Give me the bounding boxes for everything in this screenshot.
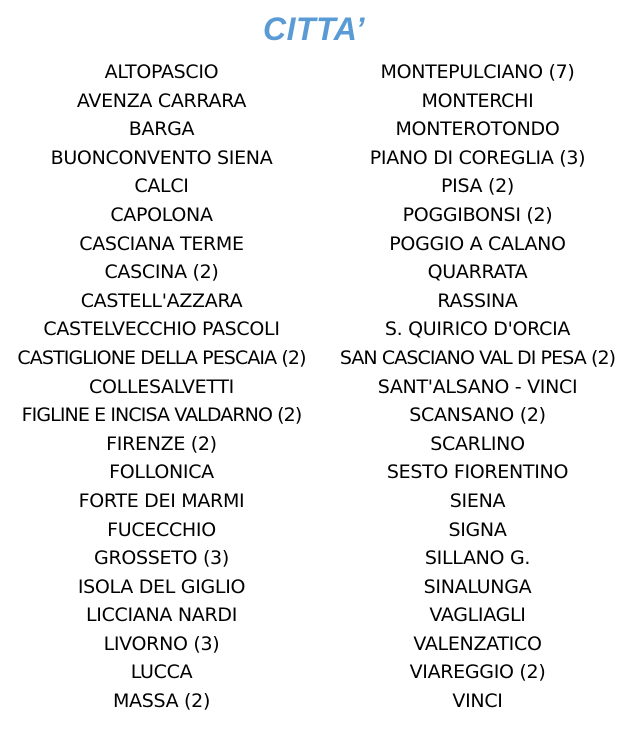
city-item: AVENZA CARRARA [76, 89, 247, 112]
city-item: SILLANO G. [424, 547, 531, 570]
city-item: RASSINA [437, 289, 518, 312]
city-item: ALTOPASCIO [104, 61, 219, 83]
city-item: FOLLONICA [109, 461, 214, 484]
city-item: VINCI [452, 690, 503, 713]
city-item: SESTO FIORENTINO [386, 461, 569, 484]
city-item: SINALUNGA [423, 575, 532, 598]
city-item: VALENZATICO [413, 632, 542, 655]
city-item: BARGA [128, 118, 195, 141]
city-item: CASTIGLIONE DELLA PESCAIA (2) [17, 346, 306, 369]
city-item: CASTELL'AZZARA [80, 289, 243, 312]
page-title: CITTA’ [263, 11, 365, 47]
city-item: FUCECCHIO [107, 518, 216, 541]
city-item: MONTEPULCIANO (7) [380, 61, 575, 83]
city-item: MONTERCHI [421, 89, 534, 112]
city-item: POGGIBONSI (2) [402, 203, 553, 226]
city-item: VIAREGGIO (2) [409, 661, 546, 684]
city-item: GROSSETO (3) [94, 547, 229, 570]
city-list-left [0, 58, 323, 716]
city-item: BUONCONVENTO SIENA [50, 146, 273, 169]
city-item: SAN CASCIANO VAL DI PESA (2) [339, 346, 616, 369]
city-item: CALCI [134, 175, 189, 198]
city-item: CASCINA (2) [104, 261, 219, 284]
city-item: SIGNA [448, 518, 507, 541]
city-item: SCARLINO [430, 432, 525, 455]
city-item: FORTE DEI MARMI [78, 489, 245, 512]
city-item: PIANO DI COREGLIA (3) [369, 146, 586, 169]
city-item: PISA (2) [440, 175, 515, 198]
city-item: FIRENZE (2) [106, 432, 217, 455]
city-item: POGGIO A CALANO [389, 232, 566, 255]
city-item: CAPOLONA [110, 203, 213, 226]
city-item: LIVORNO (3) [103, 632, 220, 655]
city-item: FIGLINE E INCISA VALDARNO (2) [21, 404, 302, 427]
city-item: QUARRATA [427, 261, 528, 284]
city-item: SANT'ALSANO - VINCI [377, 375, 578, 398]
city-item: MONTEROTONDO [395, 118, 560, 141]
city-item: SCANSANO (2) [409, 404, 546, 427]
city-item: S. QUIRICO D'ORCIA [384, 318, 571, 341]
city-item: LICCIANA NARDI [85, 604, 238, 627]
city-item: MASSA (2) [112, 690, 211, 713]
city-item: VAGLIAGLI [429, 604, 526, 627]
city-list-right [327, 58, 628, 716]
city-item: LUCCA [130, 661, 193, 684]
city-item: CASCIANA TERME [79, 232, 244, 255]
city-item: CASTELVECCHIO PASCOLI [43, 318, 280, 341]
city-item: COLLESALVETTI [89, 375, 234, 398]
city-item: SIENA [449, 489, 506, 512]
city-item: ISOLA DEL GIGLIO [77, 575, 246, 598]
